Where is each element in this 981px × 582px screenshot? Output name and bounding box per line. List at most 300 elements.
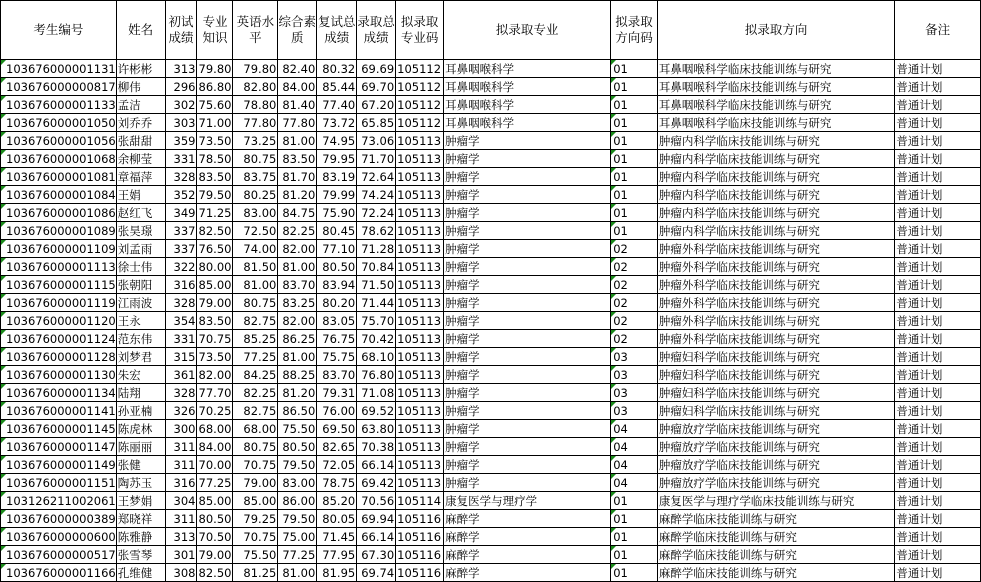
cell-prelim-score[interactable]: 331 — [165, 330, 197, 348]
cell-major-code[interactable]: 105113 — [396, 384, 444, 402]
cell-major[interactable]: 肿瘤学 — [444, 348, 611, 366]
cell-major[interactable]: 肿瘤学 — [444, 402, 611, 420]
cell-direction[interactable]: 耳鼻咽喉科学临床技能训练与研究 — [657, 60, 895, 78]
cell-major-code[interactable]: 105112 — [396, 78, 444, 96]
cell-direction[interactable]: 肿瘤外科学临床技能训练与研究 — [657, 276, 895, 294]
cell-professional-knowledge[interactable]: 73.50 — [198, 133, 232, 148]
cell-candidate-id[interactable]: 103676000000389 — [1, 510, 117, 528]
cell-candidate-id[interactable]: 103676000001119 — [1, 294, 117, 312]
cell-major-code[interactable]: 105112 — [396, 96, 444, 114]
cell-major-code[interactable]: 105113 — [396, 222, 444, 240]
cell-remarks[interactable]: 普通计划 — [895, 186, 981, 204]
cell-english-level[interactable]: 77.80 — [233, 114, 278, 132]
cell-comprehensive-quality[interactable]: 81.40 — [278, 96, 317, 114]
cell-candidate-id[interactable]: 103676000001056 — [1, 132, 117, 150]
cell-major[interactable]: 康复医学与理疗学 — [444, 492, 611, 510]
cell-prelim-score[interactable]: 328 — [165, 294, 197, 312]
cell-comprehensive-quality[interactable]: 83.00 — [278, 474, 317, 492]
cell-major[interactable]: 麻醉学 — [444, 528, 611, 546]
cell-comprehensive-quality[interactable]: 82.00 — [278, 312, 317, 330]
cell-comprehensive-quality[interactable]: 81.00 — [278, 348, 317, 366]
cell-comprehensive-quality[interactable]: 81.20 — [278, 186, 317, 204]
cell-direction-code[interactable]: 02 — [611, 276, 658, 294]
cell-retest-total[interactable]: 69.50 — [317, 420, 357, 438]
cell-professional-knowledge[interactable]: 86.80 — [198, 79, 232, 94]
cell-admission-total[interactable]: 74.24 — [357, 186, 396, 204]
cell-direction-code[interactable]: 04 — [611, 474, 658, 492]
cell-english-level[interactable]: 85.25 — [233, 330, 278, 348]
cell-direction-code[interactable]: 01 — [611, 132, 658, 150]
cell-direction[interactable]: 麻醉学临床技能训练与研究 — [657, 564, 895, 582]
cell-prelim-score[interactable]: 311 — [165, 510, 197, 528]
cell-retest-total[interactable]: 79.31 — [317, 384, 357, 402]
cell-direction[interactable]: 麻醉学临床技能训练与研究 — [657, 546, 895, 564]
cell-professional-knowledge[interactable]: 85.00 — [198, 277, 232, 292]
cell-direction-code[interactable]: 01 — [611, 528, 658, 546]
cell-major-code[interactable]: 105113 — [396, 168, 444, 186]
cell-major-code[interactable]: 105112 — [396, 60, 444, 78]
cell-professional-knowledge[interactable]: 77.70 — [198, 385, 232, 400]
cell-prelim-score[interactable]: 359 — [165, 132, 197, 150]
cell-remarks[interactable]: 普通计划 — [895, 420, 981, 438]
cell-comprehensive-quality[interactable]: 75.50 — [278, 420, 317, 438]
cell-direction[interactable]: 肿瘤妇科学临床技能训练与研究 — [657, 384, 895, 402]
cell-prelim-score[interactable]: 296 — [165, 78, 197, 96]
cell-comprehensive-quality[interactable]: 83.50 — [278, 150, 317, 168]
cell-prelim-score[interactable]: 326 — [165, 402, 197, 420]
cell-remarks[interactable]: 普通计划 — [895, 330, 981, 348]
cell-major[interactable]: 肿瘤学 — [444, 456, 611, 474]
cell-retest-total[interactable]: 78.75 — [317, 474, 357, 492]
cell-professional-knowledge[interactable]: 79.00 — [198, 295, 232, 310]
cell-candidate-id[interactable]: 103676000001120 — [1, 312, 117, 330]
cell-retest-total[interactable]: 77.10 — [317, 240, 357, 258]
cell-major-code[interactable]: 105113 — [396, 438, 444, 456]
cell-english-level[interactable]: 79.00 — [233, 474, 278, 492]
cell-name[interactable]: 刘梦君 — [116, 348, 165, 366]
cell-retest-total[interactable]: 85.44 — [317, 78, 357, 96]
cell-retest-total[interactable]: 75.90 — [317, 204, 357, 222]
cell-comprehensive-quality[interactable]: 81.70 — [278, 168, 317, 186]
cell-comprehensive-quality[interactable]: 86.00 — [278, 492, 317, 510]
cell-name[interactable]: 柳伟 — [116, 78, 165, 96]
cell-professional-knowledge[interactable]: 78.50 — [198, 151, 232, 166]
cell-direction-code[interactable]: 03 — [611, 348, 658, 366]
cell-major-code[interactable]: 105116 — [396, 564, 444, 582]
cell-direction[interactable]: 肿瘤妇科学临床技能训练与研究 — [657, 366, 895, 384]
cell-direction-code[interactable]: 01 — [611, 186, 658, 204]
cell-major[interactable]: 肿瘤学 — [444, 222, 611, 240]
cell-comprehensive-quality[interactable]: 81.20 — [278, 384, 317, 402]
cell-professional-knowledge[interactable]: 83.50 — [198, 313, 232, 328]
cell-professional-knowledge[interactable]: 70.00 — [198, 457, 232, 472]
cell-prelim-score[interactable]: 313 — [165, 60, 197, 78]
cell-direction[interactable]: 肿瘤放疗学临床技能训练与研究 — [657, 456, 895, 474]
cell-remarks[interactable]: 普通计划 — [895, 96, 981, 114]
cell-candidate-id[interactable]: 103676000001131 — [1, 60, 117, 78]
cell-name[interactable]: 张昊璟 — [116, 222, 165, 240]
cell-candidate-id[interactable]: 103676000000600 — [1, 528, 117, 546]
cell-admission-total[interactable]: 69.74 — [357, 564, 396, 582]
cell-professional-knowledge[interactable]: 85.00 — [198, 493, 232, 508]
cell-direction-code[interactable]: 01 — [611, 114, 658, 132]
cell-prelim-score[interactable]: 361 — [165, 366, 197, 384]
cell-direction-code[interactable]: 03 — [611, 402, 658, 420]
cell-comprehensive-quality[interactable]: 82.00 — [278, 240, 317, 258]
cell-direction[interactable]: 肿瘤外科学临床技能训练与研究 — [657, 312, 895, 330]
cell-professional-knowledge[interactable]: 79.00 — [198, 547, 232, 562]
cell-major[interactable]: 肿瘤学 — [444, 438, 611, 456]
cell-direction-code[interactable]: 03 — [611, 384, 658, 402]
cell-comprehensive-quality[interactable]: 77.80 — [278, 114, 317, 132]
cell-professional-knowledge[interactable]: 77.25 — [198, 475, 232, 490]
cell-english-level[interactable]: 85.00 — [233, 492, 278, 510]
cell-major[interactable]: 肿瘤学 — [444, 276, 611, 294]
cell-direction[interactable]: 肿瘤放疗学临床技能训练与研究 — [657, 438, 895, 456]
cell-retest-total[interactable]: 79.99 — [317, 186, 357, 204]
cell-admission-total[interactable]: 66.14 — [357, 528, 396, 546]
cell-direction-code[interactable]: 01 — [611, 222, 658, 240]
cell-name[interactable]: 江雨波 — [116, 294, 165, 312]
cell-professional-knowledge[interactable]: 70.75 — [198, 331, 232, 346]
cell-professional-knowledge[interactable]: 82.00 — [198, 367, 232, 382]
cell-candidate-id[interactable]: 103676000001130 — [1, 366, 117, 384]
cell-major[interactable]: 肿瘤学 — [444, 168, 611, 186]
cell-name[interactable]: 陆翔 — [116, 384, 165, 402]
cell-direction[interactable]: 耳鼻咽喉科学临床技能训练与研究 — [657, 96, 895, 114]
cell-name[interactable]: 许彬彬 — [116, 60, 165, 78]
cell-remarks[interactable]: 普通计划 — [895, 276, 981, 294]
cell-comprehensive-quality[interactable]: 84.00 — [278, 78, 317, 96]
cell-candidate-id[interactable]: 103676000001086 — [1, 204, 117, 222]
cell-prelim-score[interactable]: 313 — [165, 528, 197, 546]
cell-name[interactable]: 张甜甜 — [116, 132, 165, 150]
cell-professional-knowledge[interactable]: 82.50 — [198, 223, 232, 238]
cell-admission-total[interactable]: 71.28 — [357, 240, 396, 258]
cell-professional-knowledge[interactable]: 80.00 — [198, 259, 232, 274]
cell-major-code[interactable]: 105112 — [396, 114, 444, 132]
cell-major[interactable]: 耳鼻咽喉科学 — [444, 114, 611, 132]
cell-english-level[interactable]: 68.00 — [233, 420, 278, 438]
cell-major[interactable]: 肿瘤学 — [444, 294, 611, 312]
cell-prelim-score[interactable]: 311 — [165, 456, 197, 474]
cell-direction[interactable]: 肿瘤妇科学临床技能训练与研究 — [657, 348, 895, 366]
cell-prelim-score[interactable]: 302 — [165, 96, 197, 114]
cell-english-level[interactable]: 83.00 — [233, 204, 278, 222]
cell-name[interactable]: 王永 — [116, 312, 165, 330]
cell-english-level[interactable]: 80.75 — [233, 294, 278, 312]
cell-prelim-score[interactable]: 354 — [165, 312, 197, 330]
cell-professional-knowledge[interactable]: 79.80 — [198, 61, 232, 76]
cell-retest-total[interactable]: 75.75 — [317, 348, 357, 366]
cell-major-code[interactable]: 105113 — [396, 240, 444, 258]
cell-english-level[interactable]: 82.75 — [233, 312, 278, 330]
cell-candidate-id[interactable]: 103676000001113 — [1, 258, 117, 276]
cell-professional-knowledge[interactable]: 82.50 — [198, 565, 232, 580]
cell-direction[interactable]: 麻醉学临床技能训练与研究 — [657, 528, 895, 546]
cell-candidate-id[interactable]: 103676000001084 — [1, 186, 117, 204]
cell-remarks[interactable]: 普通计划 — [895, 168, 981, 186]
cell-admission-total[interactable]: 67.30 — [357, 546, 396, 564]
cell-retest-total[interactable]: 79.95 — [317, 150, 357, 168]
cell-prelim-score[interactable]: 304 — [165, 492, 197, 510]
cell-remarks[interactable]: 普通计划 — [895, 384, 981, 402]
cell-major[interactable]: 肿瘤学 — [444, 384, 611, 402]
cell-direction-code[interactable]: 01 — [611, 60, 658, 78]
cell-english-level[interactable]: 81.50 — [233, 258, 278, 276]
cell-admission-total[interactable]: 67.20 — [357, 96, 396, 114]
cell-admission-total[interactable]: 72.64 — [357, 168, 396, 186]
cell-major[interactable]: 肿瘤学 — [444, 474, 611, 492]
cell-remarks[interactable]: 普通计划 — [895, 114, 981, 132]
cell-english-level[interactable]: 72.50 — [233, 222, 278, 240]
cell-retest-total[interactable]: 85.20 — [317, 492, 357, 510]
cell-retest-total[interactable]: 80.45 — [317, 222, 357, 240]
cell-direction-code[interactable]: 01 — [611, 510, 658, 528]
cell-professional-knowledge[interactable]: 73.50 — [198, 349, 232, 364]
cell-candidate-id[interactable]: 103676000001134 — [1, 384, 117, 402]
cell-admission-total[interactable]: 71.44 — [357, 294, 396, 312]
cell-direction-code[interactable]: 02 — [611, 240, 658, 258]
cell-major-code[interactable]: 105116 — [396, 528, 444, 546]
cell-remarks[interactable]: 普通计划 — [895, 348, 981, 366]
cell-comprehensive-quality[interactable]: 81.00 — [278, 258, 317, 276]
cell-remarks[interactable]: 普通计划 — [895, 366, 981, 384]
cell-prelim-score[interactable]: 303 — [165, 114, 197, 132]
cell-prelim-score[interactable]: 301 — [165, 546, 197, 564]
cell-prelim-score[interactable]: 300 — [165, 420, 197, 438]
cell-english-level[interactable]: 70.75 — [233, 528, 278, 546]
cell-retest-total[interactable]: 80.05 — [317, 510, 357, 528]
cell-admission-total[interactable]: 75.70 — [357, 312, 396, 330]
cell-name[interactable]: 赵红飞 — [116, 204, 165, 222]
cell-major[interactable]: 麻醉学 — [444, 510, 611, 528]
cell-prelim-score[interactable]: 308 — [165, 564, 197, 582]
cell-direction[interactable]: 麻醉学临床技能训练与研究 — [657, 510, 895, 528]
cell-professional-knowledge[interactable]: 70.50 — [198, 529, 232, 544]
cell-candidate-id[interactable]: 103676000001149 — [1, 456, 117, 474]
cell-retest-total[interactable]: 76.00 — [317, 402, 357, 420]
cell-english-level[interactable]: 73.25 — [233, 132, 278, 150]
cell-candidate-id[interactable]: 103676000001145 — [1, 420, 117, 438]
cell-direction-code[interactable]: 01 — [611, 204, 658, 222]
cell-candidate-id[interactable]: 103676000001050 — [1, 114, 117, 132]
cell-retest-total[interactable]: 80.20 — [317, 294, 357, 312]
cell-retest-total[interactable]: 73.72 — [317, 114, 357, 132]
cell-english-level[interactable]: 81.00 — [233, 276, 278, 294]
cell-comprehensive-quality[interactable]: 81.00 — [278, 564, 317, 582]
cell-retest-total[interactable]: 77.95 — [317, 546, 357, 564]
cell-english-level[interactable]: 81.25 — [233, 564, 278, 582]
cell-comprehensive-quality[interactable]: 83.25 — [278, 294, 317, 312]
cell-direction[interactable]: 肿瘤内科学临床技能训练与研究 — [657, 186, 895, 204]
cell-prelim-score[interactable]: 349 — [165, 204, 197, 222]
cell-major[interactable]: 麻醉学 — [444, 546, 611, 564]
cell-major-code[interactable]: 105113 — [396, 186, 444, 204]
cell-admission-total[interactable]: 69.52 — [357, 402, 396, 420]
cell-retest-total[interactable]: 83.94 — [317, 276, 357, 294]
cell-prelim-score[interactable]: 352 — [165, 186, 197, 204]
cell-direction[interactable]: 肿瘤妇科学临床技能训练与研究 — [657, 402, 895, 420]
cell-remarks[interactable]: 普通计划 — [895, 132, 981, 150]
cell-direction[interactable]: 耳鼻咽喉科学临床技能训练与研究 — [657, 114, 895, 132]
cell-english-level[interactable]: 80.75 — [233, 150, 278, 168]
cell-name[interactable]: 郑晓祥 — [116, 510, 165, 528]
cell-remarks[interactable]: 普通计划 — [895, 438, 981, 456]
cell-admission-total[interactable]: 65.85 — [357, 114, 396, 132]
cell-prelim-score[interactable]: 328 — [165, 168, 197, 186]
cell-remarks[interactable]: 普通计划 — [895, 60, 981, 78]
cell-direction-code[interactable]: 02 — [611, 258, 658, 276]
cell-name[interactable]: 朱宏 — [116, 366, 165, 384]
cell-english-level[interactable]: 79.25 — [233, 510, 278, 528]
cell-major[interactable]: 耳鼻咽喉科学 — [444, 60, 611, 78]
cell-direction-code[interactable]: 01 — [611, 150, 658, 168]
cell-english-level[interactable]: 84.25 — [233, 366, 278, 384]
cell-prelim-score[interactable]: 316 — [165, 474, 197, 492]
cell-major-code[interactable]: 105113 — [396, 348, 444, 366]
cell-name[interactable]: 孟洁 — [116, 96, 165, 114]
cell-major-code[interactable]: 105113 — [396, 420, 444, 438]
cell-professional-knowledge[interactable]: 75.60 — [198, 97, 232, 112]
cell-english-level[interactable]: 82.75 — [233, 402, 278, 420]
cell-admission-total[interactable]: 72.24 — [357, 204, 396, 222]
cell-remarks[interactable]: 普通计划 — [895, 222, 981, 240]
cell-candidate-id[interactable]: 103676000001089 — [1, 222, 117, 240]
cell-prelim-score[interactable]: 316 — [165, 276, 197, 294]
cell-retest-total[interactable]: 81.95 — [317, 564, 357, 582]
cell-retest-total[interactable]: 71.45 — [317, 528, 357, 546]
cell-professional-knowledge[interactable]: 76.50 — [198, 241, 232, 256]
cell-comprehensive-quality[interactable]: 81.00 — [278, 132, 317, 150]
cell-direction[interactable]: 肿瘤内科学临床技能训练与研究 — [657, 132, 895, 150]
cell-comprehensive-quality[interactable]: 82.25 — [278, 222, 317, 240]
cell-direction[interactable]: 肿瘤外科学临床技能训练与研究 — [657, 330, 895, 348]
cell-professional-knowledge[interactable]: 68.00 — [198, 421, 232, 436]
cell-direction[interactable]: 肿瘤内科学临床技能训练与研究 — [657, 204, 895, 222]
cell-direction-code[interactable]: 04 — [611, 438, 658, 456]
cell-comprehensive-quality[interactable]: 84.75 — [278, 204, 317, 222]
cell-major-code[interactable]: 105113 — [396, 150, 444, 168]
cell-candidate-id[interactable]: 103676000001151 — [1, 474, 117, 492]
cell-major-code[interactable]: 105113 — [396, 474, 444, 492]
cell-admission-total[interactable]: 78.62 — [357, 222, 396, 240]
cell-comprehensive-quality[interactable]: 88.25 — [278, 366, 317, 384]
cell-english-level[interactable]: 82.25 — [233, 384, 278, 402]
cell-direction-code[interactable]: 01 — [611, 96, 658, 114]
cell-remarks[interactable]: 普通计划 — [895, 240, 981, 258]
cell-direction-code[interactable]: 04 — [611, 420, 658, 438]
cell-english-level[interactable]: 75.50 — [233, 546, 278, 564]
cell-admission-total[interactable]: 70.42 — [357, 330, 396, 348]
cell-direction-code[interactable]: 02 — [611, 294, 658, 312]
cell-retest-total[interactable]: 83.05 — [317, 312, 357, 330]
cell-admission-total[interactable]: 69.94 — [357, 510, 396, 528]
cell-admission-total[interactable]: 71.08 — [357, 384, 396, 402]
cell-prelim-score[interactable]: 322 — [165, 258, 197, 276]
cell-major-code[interactable]: 105113 — [396, 402, 444, 420]
cell-admission-total[interactable]: 70.56 — [357, 492, 396, 510]
cell-candidate-id[interactable]: 103676000001068 — [1, 150, 117, 168]
cell-candidate-id[interactable]: 103676000001128 — [1, 348, 117, 366]
cell-major[interactable]: 耳鼻咽喉科学 — [444, 96, 611, 114]
cell-retest-total[interactable]: 82.65 — [317, 438, 357, 456]
cell-direction[interactable]: 肿瘤内科学临床技能训练与研究 — [657, 168, 895, 186]
cell-remarks[interactable]: 普通计划 — [895, 456, 981, 474]
cell-direction[interactable]: 康复医学与理疗学临床技能训练与研究 — [657, 492, 895, 510]
cell-candidate-id[interactable]: 103126211002061 — [1, 492, 117, 510]
cell-retest-total[interactable]: 72.05 — [317, 456, 357, 474]
cell-major[interactable]: 肿瘤学 — [444, 186, 611, 204]
cell-admission-total[interactable]: 70.38 — [357, 438, 396, 456]
cell-comprehensive-quality[interactable]: 75.00 — [278, 528, 317, 546]
cell-direction-code[interactable]: 01 — [611, 78, 658, 96]
cell-name[interactable]: 陈雅静 — [116, 528, 165, 546]
cell-candidate-id[interactable]: 103676000001109 — [1, 240, 117, 258]
cell-english-level[interactable]: 70.75 — [233, 456, 278, 474]
cell-comprehensive-quality[interactable]: 79.50 — [278, 456, 317, 474]
cell-direction-code[interactable]: 01 — [611, 492, 658, 510]
cell-admission-total[interactable]: 66.14 — [357, 456, 396, 474]
cell-major-code[interactable]: 105113 — [396, 456, 444, 474]
cell-comprehensive-quality[interactable]: 82.40 — [278, 60, 317, 78]
cell-remarks[interactable]: 普通计划 — [895, 546, 981, 564]
cell-remarks[interactable]: 普通计划 — [895, 78, 981, 96]
cell-name[interactable]: 余柳莹 — [116, 150, 165, 168]
cell-admission-total[interactable]: 71.50 — [357, 276, 396, 294]
cell-remarks[interactable]: 普通计划 — [895, 510, 981, 528]
cell-comprehensive-quality[interactable]: 83.70 — [278, 276, 317, 294]
cell-prelim-score[interactable]: 331 — [165, 150, 197, 168]
cell-english-level[interactable]: 74.00 — [233, 240, 278, 258]
cell-name[interactable]: 徐士伟 — [116, 258, 165, 276]
cell-english-level[interactable]: 83.75 — [233, 168, 278, 186]
cell-major[interactable]: 肿瘤学 — [444, 258, 611, 276]
cell-direction[interactable]: 肿瘤内科学临床技能训练与研究 — [657, 222, 895, 240]
cell-major-code[interactable]: 105113 — [396, 312, 444, 330]
cell-direction[interactable]: 肿瘤外科学临床技能训练与研究 — [657, 240, 895, 258]
cell-candidate-id[interactable]: 103676000001115 — [1, 276, 117, 294]
cell-remarks[interactable]: 普通计划 — [895, 258, 981, 276]
cell-comprehensive-quality[interactable]: 86.50 — [278, 402, 317, 420]
cell-direction[interactable]: 肿瘤放疗学临床技能训练与研究 — [657, 420, 895, 438]
cell-admission-total[interactable]: 70.84 — [357, 258, 396, 276]
cell-direction-code[interactable]: 04 — [611, 456, 658, 474]
cell-direction[interactable]: 耳鼻咽喉科学临床技能训练与研究 — [657, 78, 895, 96]
cell-remarks[interactable]: 普通计划 — [895, 564, 981, 582]
cell-direction[interactable]: 肿瘤外科学临床技能训练与研究 — [657, 294, 895, 312]
cell-direction-code[interactable]: 01 — [611, 564, 658, 582]
cell-candidate-id[interactable]: 103676000001147 — [1, 438, 117, 456]
cell-admission-total[interactable]: 68.10 — [357, 348, 396, 366]
cell-retest-total[interactable]: 80.32 — [317, 60, 357, 78]
cell-major[interactable]: 肿瘤学 — [444, 312, 611, 330]
cell-comprehensive-quality[interactable]: 77.25 — [278, 546, 317, 564]
cell-comprehensive-quality[interactable]: 80.50 — [278, 438, 317, 456]
cell-english-level[interactable]: 80.75 — [233, 438, 278, 456]
cell-remarks[interactable]: 普通计划 — [895, 402, 981, 420]
cell-remarks[interactable]: 普通计划 — [895, 492, 981, 510]
cell-name[interactable]: 刘孟雨 — [116, 240, 165, 258]
cell-admission-total[interactable]: 69.42 — [357, 474, 396, 492]
cell-name[interactable]: 陶苏玉 — [116, 474, 165, 492]
cell-retest-total[interactable]: 83.19 — [317, 168, 357, 186]
cell-professional-knowledge[interactable]: 70.25 — [198, 403, 232, 418]
cell-major[interactable]: 肿瘤学 — [444, 420, 611, 438]
cell-name[interactable]: 王娟 — [116, 186, 165, 204]
cell-major-code[interactable]: 105116 — [396, 510, 444, 528]
cell-name[interactable]: 张朝阳 — [116, 276, 165, 294]
